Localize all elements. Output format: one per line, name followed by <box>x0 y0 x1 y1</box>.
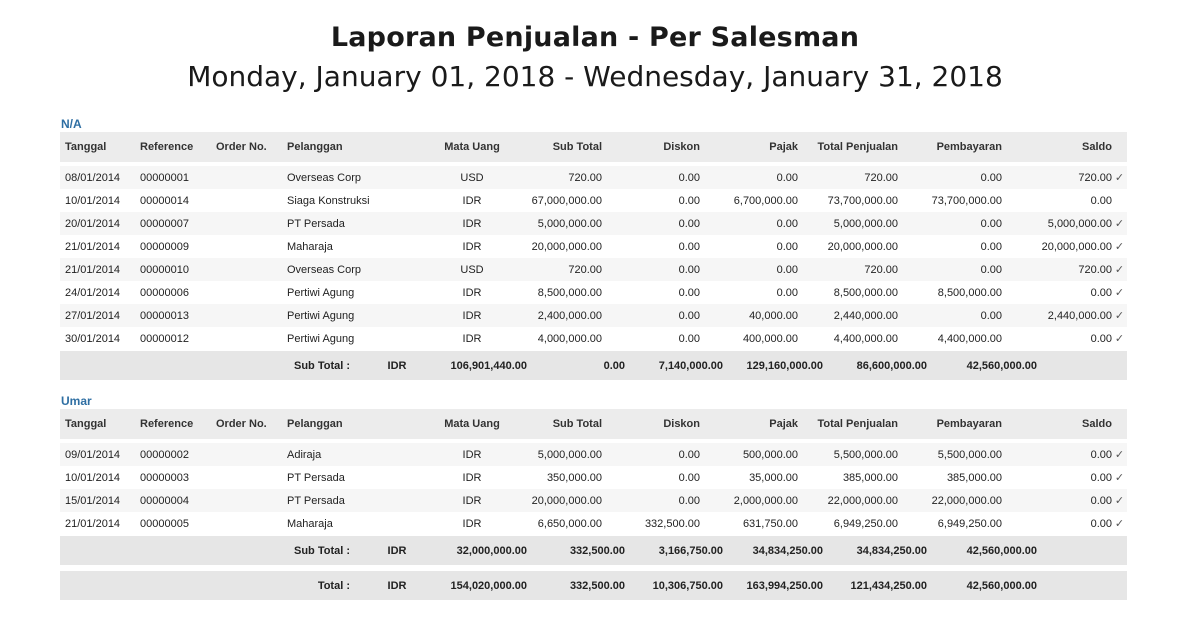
paid-check-icon: ✓ <box>1114 333 1125 345</box>
paid-check-icon: ✓ <box>1114 472 1125 484</box>
cell-pajak: 6,700,000.00 <box>733 194 798 207</box>
subtotal-row-diskon: 0.00 <box>603 359 625 372</box>
cell-reference: 00000013 <box>140 309 189 322</box>
subtotal-row-sub-total: 106,901,440.00 <box>450 359 527 372</box>
subtotal-row-total-penjualan: 129,160,000.00 <box>746 359 823 372</box>
table-row[interactable] <box>60 258 1127 281</box>
cell-reference: 00000007 <box>140 217 189 230</box>
grand-total-row-diskon: 332,500.00 <box>569 579 625 592</box>
grand-total-row-pembayaran: 121,434,250.00 <box>850 579 927 592</box>
grand-total-row-mata-uang: IDR <box>387 579 407 592</box>
cell-pembayaran: 73,700,000.00 <box>931 194 1002 207</box>
cell-pelanggan: Pertiwi Agung <box>287 332 355 345</box>
paid-check-icon: ✓ <box>1114 310 1125 322</box>
cell-total-penjualan: 22,000,000.00 <box>827 494 898 507</box>
cell-reference: 00000001 <box>140 171 189 184</box>
subtotal-row-label: Sub Total : <box>293 544 350 557</box>
cell-total-penjualan: 2,440,000.00 <box>833 309 898 322</box>
cell-pembayaran: 0.00 <box>980 171 1002 184</box>
subtotal-row-mata-uang: IDR <box>387 359 407 372</box>
subtotal-row-pajak: 7,140,000.00 <box>658 359 723 372</box>
cell-mata-uang: IDR <box>462 194 482 207</box>
cell-tanggal: 30/01/2014 <box>65 332 121 345</box>
cell-total-penjualan: 20,000,000.00 <box>827 240 898 253</box>
report-title: Laporan Penjualan - Per Salesman <box>330 22 860 53</box>
subtotal-row-diskon: 332,500.00 <box>569 544 625 557</box>
cell-pajak: 0.00 <box>776 217 798 230</box>
cell-pajak: 0.00 <box>776 286 798 299</box>
cell-pelanggan: PT Persada <box>287 494 345 507</box>
subtotal-row-label: Sub Total : <box>293 359 350 372</box>
cell-tanggal: 08/01/2014 <box>65 171 121 184</box>
subtotal-row-pembayaran: 86,600,000.00 <box>856 359 927 372</box>
cell-total-penjualan: 6,949,250.00 <box>833 517 898 530</box>
cell-tanggal: 27/01/2014 <box>65 309 121 322</box>
cell-pelanggan: Adiraja <box>287 448 322 461</box>
cell-diskon: 0.00 <box>678 332 700 345</box>
cell-mata-uang: IDR <box>462 471 482 484</box>
paid-check-icon: ✓ <box>1114 449 1125 461</box>
cell-sub-total: 5,000,000.00 <box>537 217 602 230</box>
cell-sub-total: 4,000,000.00 <box>537 332 602 345</box>
cell-mata-uang: IDR <box>462 286 482 299</box>
subtotal-row-sub-total: 32,000,000.00 <box>456 544 527 557</box>
cell-pajak: 631,750.00 <box>742 517 798 530</box>
cell-pembayaran: 0.00 <box>980 263 1002 276</box>
cell-saldo: 0.00 <box>1090 517 1112 530</box>
table-row[interactable] <box>60 235 1127 258</box>
column-header-order-no: Order No. <box>216 418 267 430</box>
cell-pajak: 2,000,000.00 <box>733 494 798 507</box>
cell-tanggal: 21/01/2014 <box>65 240 121 253</box>
cell-sub-total: 20,000,000.00 <box>531 240 602 253</box>
cell-pembayaran: 5,500,000.00 <box>937 448 1002 461</box>
column-header-pajak: Pajak <box>769 141 798 153</box>
grand-total-row-label: Total : <box>317 579 350 592</box>
column-header-pajak: Pajak <box>769 418 798 430</box>
cell-total-penjualan: 5,500,000.00 <box>833 448 898 461</box>
column-header-sub-total: Sub Total <box>552 418 602 430</box>
cell-pembayaran: 6,949,250.00 <box>937 517 1002 530</box>
column-header-reference: Reference <box>140 141 194 153</box>
column-header-tanggal: Tanggal <box>65 418 107 430</box>
table-row[interactable] <box>60 443 1127 466</box>
paid-check-icon: ✓ <box>1114 264 1125 276</box>
cell-diskon: 0.00 <box>678 286 700 299</box>
cell-reference: 00000012 <box>140 332 189 345</box>
cell-diskon: 0.00 <box>678 240 700 253</box>
cell-diskon: 0.00 <box>678 471 700 484</box>
cell-sub-total: 8,500,000.00 <box>537 286 602 299</box>
cell-sub-total: 720.00 <box>568 171 602 184</box>
cell-saldo: 0.00 <box>1090 448 1112 461</box>
cell-total-penjualan: 720.00 <box>864 263 898 276</box>
cell-pelanggan: PT Persada <box>287 471 345 484</box>
cell-sub-total: 720.00 <box>568 263 602 276</box>
cell-total-penjualan: 385,000.00 <box>842 471 898 484</box>
cell-pelanggan: Pertiwi Agung <box>287 286 355 299</box>
column-header-diskon: Diskon <box>663 141 700 153</box>
cell-pembayaran: 0.00 <box>980 309 1002 322</box>
column-header-diskon: Diskon <box>663 418 700 430</box>
cell-pelanggan: Maharaja <box>287 240 333 253</box>
column-header-saldo: Saldo <box>1082 418 1112 430</box>
cell-mata-uang: IDR <box>462 494 482 507</box>
cell-pembayaran: 22,000,000.00 <box>931 494 1002 507</box>
cell-total-penjualan: 720.00 <box>864 171 898 184</box>
cell-sub-total: 2,400,000.00 <box>537 309 602 322</box>
cell-mata-uang: IDR <box>462 448 482 461</box>
paid-check-icon: ✓ <box>1114 518 1125 530</box>
cell-mata-uang: IDR <box>462 309 482 322</box>
grand-total-row-sub-total: 154,020,000.00 <box>450 579 527 592</box>
cell-saldo: 0.00 <box>1090 194 1112 207</box>
salesman-name: Umar <box>61 394 92 408</box>
cell-saldo: 0.00 <box>1090 494 1112 507</box>
report-period: Monday, January 01, 2018 - Wednesday, January 31, 2018 <box>187 60 1003 93</box>
cell-pembayaran: 0.00 <box>980 217 1002 230</box>
table-row[interactable] <box>60 327 1127 350</box>
cell-tanggal: 10/01/2014 <box>65 471 121 484</box>
column-header-pelanggan: Pelanggan <box>287 141 343 153</box>
salesman-name: N/A <box>61 117 82 131</box>
grand-total-row <box>60 571 1127 600</box>
cell-saldo: 720.00 <box>1078 171 1112 184</box>
cell-pajak: 0.00 <box>776 240 798 253</box>
cell-mata-uang: IDR <box>462 332 482 345</box>
column-header-pembayaran: Pembayaran <box>936 418 1002 430</box>
table-row[interactable] <box>60 166 1127 189</box>
paid-check-icon: ✓ <box>1114 495 1125 507</box>
cell-pajak: 0.00 <box>776 263 798 276</box>
paid-check-icon: ✓ <box>1114 287 1125 299</box>
cell-pajak: 35,000.00 <box>749 471 798 484</box>
cell-reference: 00000005 <box>140 517 189 530</box>
cell-pelanggan: PT Persada <box>287 217 345 230</box>
table-row[interactable] <box>60 489 1127 512</box>
cell-diskon: 0.00 <box>678 494 700 507</box>
paid-check-icon: ✓ <box>1114 172 1125 184</box>
cell-mata-uang: USD <box>460 263 484 276</box>
cell-pembayaran: 0.00 <box>980 240 1002 253</box>
cell-total-penjualan: 8,500,000.00 <box>833 286 898 299</box>
cell-pajak: 40,000.00 <box>749 309 798 322</box>
cell-pelanggan: Siaga Konstruksi <box>287 194 370 207</box>
cell-tanggal: 21/01/2014 <box>65 263 121 276</box>
salesman-group <box>60 116 1127 380</box>
cell-diskon: 0.00 <box>678 309 700 322</box>
cell-mata-uang: IDR <box>462 517 482 530</box>
cell-mata-uang: USD <box>460 171 484 184</box>
cell-tanggal: 10/01/2014 <box>65 194 121 207</box>
column-header-mata-uang: Mata Uang <box>444 418 500 430</box>
paid-check-icon: ✓ <box>1114 218 1125 230</box>
table-row[interactable] <box>60 212 1127 235</box>
cell-diskon: 0.00 <box>678 171 700 184</box>
column-header-pelanggan: Pelanggan <box>287 418 343 430</box>
subtotal-row-mata-uang: IDR <box>387 544 407 557</box>
cell-sub-total: 350,000.00 <box>546 471 602 484</box>
cell-pajak: 0.00 <box>776 171 798 184</box>
cell-reference: 00000004 <box>140 494 189 507</box>
cell-saldo: 2,440,000.00 <box>1047 309 1112 322</box>
cell-sub-total: 67,000,000.00 <box>531 194 602 207</box>
cell-tanggal: 09/01/2014 <box>65 448 121 461</box>
cell-saldo: 0.00 <box>1090 471 1112 484</box>
cell-tanggal: 20/01/2014 <box>65 217 121 230</box>
cell-mata-uang: IDR <box>462 217 482 230</box>
cell-diskon: 0.00 <box>678 263 700 276</box>
cell-pelanggan: Maharaja <box>287 517 333 530</box>
table-header-row <box>60 132 1127 162</box>
cell-pembayaran: 4,400,000.00 <box>937 332 1002 345</box>
subtotal-row-saldo: 42,560,000.00 <box>966 359 1037 372</box>
cell-diskon: 0.00 <box>678 217 700 230</box>
cell-diskon: 0.00 <box>678 448 700 461</box>
cell-reference: 00000010 <box>140 263 189 276</box>
column-header-sub-total: Sub Total <box>552 141 602 153</box>
grand-total-row-pajak: 10,306,750.00 <box>652 579 723 592</box>
column-header-reference: Reference <box>140 418 194 430</box>
column-header-total-penjualan: Total Penjualan <box>817 141 898 153</box>
cell-pelanggan: Pertiwi Agung <box>287 309 355 322</box>
cell-pajak: 500,000.00 <box>742 448 798 461</box>
cell-reference: 00000009 <box>140 240 189 253</box>
table-row[interactable] <box>60 466 1127 489</box>
cell-mata-uang: IDR <box>462 240 482 253</box>
column-header-order-no: Order No. <box>216 141 267 153</box>
cell-saldo: 20,000,000.00 <box>1041 240 1112 253</box>
table-row[interactable] <box>60 189 1127 212</box>
cell-saldo: 5,000,000.00 <box>1047 217 1112 230</box>
column-header-saldo: Saldo <box>1082 141 1112 153</box>
cell-sub-total: 20,000,000.00 <box>531 494 602 507</box>
cell-pajak: 400,000.00 <box>742 332 798 345</box>
cell-total-penjualan: 73,700,000.00 <box>827 194 898 207</box>
grand-total-row-saldo: 42,560,000.00 <box>966 579 1037 592</box>
cell-pelanggan: Overseas Corp <box>287 171 361 184</box>
table-row[interactable] <box>60 512 1127 535</box>
cell-pelanggan: Overseas Corp <box>287 263 361 276</box>
column-header-tanggal: Tanggal <box>65 141 107 153</box>
cell-total-penjualan: 4,400,000.00 <box>833 332 898 345</box>
table-header-row <box>60 409 1127 439</box>
cell-reference: 00000006 <box>140 286 189 299</box>
cell-total-penjualan: 5,000,000.00 <box>833 217 898 230</box>
salesman-group <box>60 393 1127 565</box>
column-header-total-penjualan: Total Penjualan <box>817 418 898 430</box>
subtotal-row-saldo: 42,560,000.00 <box>966 544 1037 557</box>
cell-saldo: 0.00 <box>1090 286 1112 299</box>
cell-saldo: 0.00 <box>1090 332 1112 345</box>
subtotal-row-total-penjualan: 34,834,250.00 <box>752 544 823 557</box>
subtotal-row <box>60 351 1127 380</box>
table-row[interactable] <box>60 304 1127 327</box>
cell-reference: 00000003 <box>140 471 189 484</box>
table-row[interactable] <box>60 281 1127 304</box>
cell-pembayaran: 385,000.00 <box>946 471 1002 484</box>
report-table <box>60 116 1127 600</box>
grand-total-row-total-penjualan: 163,994,250.00 <box>746 579 823 592</box>
cell-sub-total: 5,000,000.00 <box>537 448 602 461</box>
cell-diskon: 332,500.00 <box>644 517 700 530</box>
subtotal-row-pembayaran: 34,834,250.00 <box>856 544 927 557</box>
cell-reference: 00000002 <box>140 448 189 461</box>
cell-tanggal: 24/01/2014 <box>65 286 121 299</box>
cell-pembayaran: 8,500,000.00 <box>937 286 1002 299</box>
cell-tanggal: 21/01/2014 <box>65 517 121 530</box>
cell-tanggal: 15/01/2014 <box>65 494 121 507</box>
paid-check-icon: ✓ <box>1114 241 1125 253</box>
cell-sub-total: 6,650,000.00 <box>537 517 602 530</box>
cell-reference: 00000014 <box>140 194 189 207</box>
column-header-mata-uang: Mata Uang <box>444 141 500 153</box>
column-header-pembayaran: Pembayaran <box>936 141 1002 153</box>
subtotal-row-pajak: 3,166,750.00 <box>658 544 723 557</box>
cell-saldo: 720.00 <box>1078 263 1112 276</box>
cell-diskon: 0.00 <box>678 194 700 207</box>
subtotal-row <box>60 536 1127 565</box>
